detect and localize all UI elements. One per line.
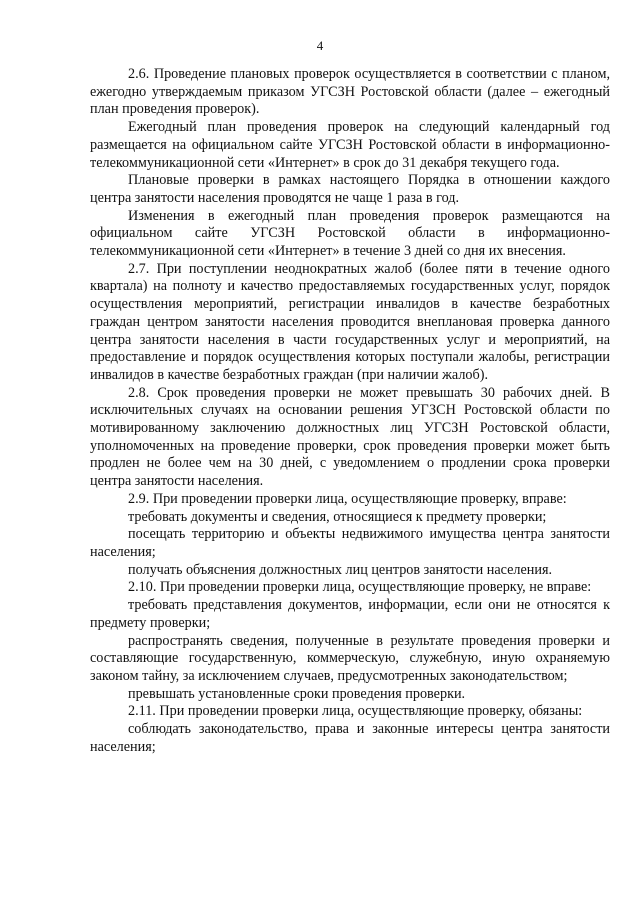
paragraph-prohibition-disclose-secrets: распространять сведения, полученные в результате проведения проверки и составляющие государственную, коммерческую, служебную, иную охраняемую законом тайну, за исключением случаев, предусмотренных законодательством; <box>90 632 610 684</box>
paragraph-2-10: 2.10. При проведении проверки лица, осуществляющие проверку, не вправе: <box>128 579 592 596</box>
paragraph-prohibition-exceed-deadlines: превышать установленные сроки проведения проверки. <box>128 685 466 702</box>
paragraph-2-7: 2.7. При поступлении неоднократных жалоб (более пяти в течение одного квартала) на полноту и качество предоставляемых государственных услуг, порядок осуществления мероприятий, регистрации инвалидов в качестве безработных граждан центром занятости населения проводится внеплановая проверка данного центра занятости населения в части государственных услуг и мероприятий, на предоставление и порядок осуществления которых поступали жалобы, регистрации инвалидов в качестве безработных граждан (при наличии жалоб). <box>90 260 610 383</box>
paragraph-2-8: 2.8. Срок проведения проверки не может превышать 30 рабочих дней. В исключительных случаях на основании решения УГЗСН Ростовской области по мотивированному заключению должностных лиц УГСЗН Ростовской области, уполномоченных на проведение проверки, срок проведения проверки может быть продлен не более чем на 30 дней, с уведомлением о продлении срока проверки центра занятости населения. <box>90 384 610 490</box>
paragraph-right-request-documents: требовать документы и сведения, относящиеся к предмету проверки; <box>128 508 547 525</box>
paragraph-2-6: 2.6. Проведение плановых проверок осуществляется в соответствии с планом, ежегодно утверждаемым приказом УГСЗН Ростовской области (далее – ежегодный план проведения проверок). <box>90 66 610 118</box>
document-body <box>90 66 610 756</box>
paragraph-prohibition-request-documents: требовать представления документов, информации, если они не относятся к предмету проверки; <box>90 597 610 631</box>
paragraph-duty-comply-legislation: соблюдать законодательство, права и законные интересы центра занятости населения; <box>90 721 610 755</box>
paragraph-right-get-explanations: получать объяснения должностных лиц центров занятости населения. <box>128 561 553 578</box>
paragraph-planned-inspections-frequency: Плановые проверки в рамках настоящего Порядка в отношении каждого центра занятости населения проводятся не чаще 1 раза в год. <box>90 172 610 206</box>
paragraph-2-11: 2.11. При проведении проверки лица, осуществляющие проверку, обязаны: <box>128 703 583 720</box>
paragraph-annual-plan-publication: Ежегодный план проведения проверок на следующий календарный год размещается на официальном сайте УГСЗН Ростовской области в информационно-телекоммуникационной сети «Интернет» в срок до 31 декабря текущего года. <box>90 119 610 171</box>
paragraph-2-9: 2.9. При проведении проверки лица, осуществляющие проверку, вправе: <box>128 490 567 507</box>
paragraph-right-visit-territory: посещать территорию и объекты недвижимого имущества центра занятости населения; <box>90 526 610 560</box>
paragraph-plan-changes: Изменения в ежегодный план проведения проверок размещаются на официальном сайте УГСЗН Ростовской области в информационно-телекоммуникационной сети «Интернет» в течение 3 дней со дня их внесения. <box>90 207 610 260</box>
page-number: 4 <box>316 38 324 53</box>
